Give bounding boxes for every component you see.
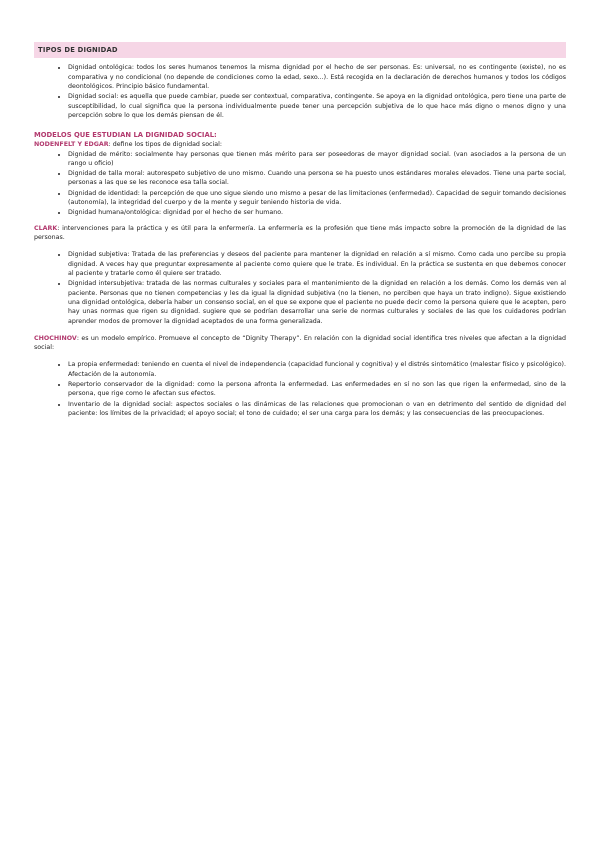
item-term: Dignidad de identidad: [68, 189, 138, 197]
item-term: Dignidad de talla moral: [68, 170, 143, 178]
item-text: : socialmente hay personas que tienen más mérito para ser poseedoras de mayor dignidad social. (van asociados a la persona de un rango u oficio): [68, 150, 566, 167]
chochinov-intro: : es un modelo empírico. Promueve el concepto de “Dignity Therapy”. En relación con la dignidad social identifica tres niveles que afectan a la dignidad social:: [34, 334, 566, 352]
clark-intro: : intervenciones para la práctica y es útil para la enfermería. La enfermería es la profesión que tiene más impacto sobre la promoción de la dignidad de las personas.: [34, 224, 566, 242]
item-text: : es aquella que puede cambiar, puede ser contextual, comparativa, contingente. Se apoya en la dignidad ontológica, pero tiene una parte de susceptibilidad, lo cual significa que la persona individualmente puede tener una percepción subjetiva de lo que hace más digno o menos digno y una percepción sobre lo que los demás piensan de él.: [68, 93, 566, 119]
item-text: : aspectos sociales o las dinámicas de las relaciones que promocionan o van en detrimento del sentido de dignidad del paciente: los límites de la privacidad; el apoyo social; el tono de cuidado; el ser una carga para los demás; y las consecuencias de las preocupaciones.: [68, 400, 567, 418]
list-item: [68, 279, 566, 326]
item-text: : dignidad por el hecho de ser humano.: [158, 209, 284, 217]
item-term: Dignidad social: [68, 93, 117, 101]
item-text: : teniendo en cuenta el nivel de independencia (capacidad funcional y cognitiva) y el distrés sintomático (malestar físico y psicológico). Afectación de la autonomía.: [68, 361, 567, 378]
list-item: [68, 400, 566, 419]
list-item: [68, 150, 566, 169]
nodenfelt-intro-text: : define los tipos de dignidad social:: [108, 141, 223, 149]
list-item: [68, 380, 566, 399]
chochinov-label: CHOCHINOV: [34, 334, 77, 342]
item-term: Dignidad subjetiva: [68, 251, 128, 259]
item-term: Dignidad intersubjetiva: [68, 280, 142, 288]
item-term: La propia enfermedad: [68, 361, 138, 369]
list-item: [68, 360, 566, 379]
item-term: Dignidad humana/ontológica: [68, 209, 159, 217]
list-item: [68, 169, 566, 188]
nodenfelt-intro: [34, 140, 566, 149]
item-term: Dignidad de mérito: [68, 150, 131, 158]
item-term: Dignidad ontológica: [68, 64, 132, 72]
item-term: Repertorio conservador de la dignidad: [68, 381, 193, 389]
list-item: [68, 92, 566, 120]
item-text: : todos los seres humanos tenemos la misma dignidad por el hecho de ser personas. Es: universal, no es contingente (existe), no es comparativa y no condicional (no depende de condiciones como la edad, sexo...). Está recogida en la declaración de derechos humanos y todos los códigos deontológicos. Principio básico fundamental.: [68, 64, 567, 90]
list-item: [68, 189, 566, 208]
item-text: : como la persona afronta la enfermedad. Las enfermedades en sí no son las que rigen la enfermedad, sino de la persona, que rige como le afectan sus efectos.: [68, 381, 566, 398]
list-item: [68, 63, 566, 91]
clark-paragraph: [34, 224, 566, 243]
clark-list: [34, 250, 566, 326]
list-item: [68, 208, 566, 217]
item-text: : tratada de las normas culturales y sociales para el mantenimiento de la dignidad en relación a los demás. Como los demás ven al paciente. Personas que no tienen competencias y les da igual la dignidad subjetiva (no la tienen, no perciben que haya un trato indigno). Sigue existiendo una dignidad ontológica, debería haber un consenso social, en el que se expone que el paciente no puede decir como la persona quiere que le acepten, pero hay unas normas que rigen su dignidad. sugiere que se podrían desarrollar una serie de normas culturales y sociales de las que los cuidadores podrían aprender modos de promover la dignidad aceptados de una forma generalizada.: [68, 280, 567, 325]
nodenfelt-list: [34, 150, 566, 218]
list-item: [68, 250, 566, 278]
item-term: Inventario de la dignidad social: [68, 400, 171, 408]
section-title-modelos: MODELOS QUE ESTUDIAN LA DIGNIDAD SOCIAL:: [34, 131, 217, 140]
item-text: : la percepción de que uno sigue siendo uno mismo a pesar de las limitaciones (enfermedad). Capacidad de seguir tomando decisiones (autonomía), la integridad del cuerpo y de la mente y seguir teniendo historia de vida.: [68, 189, 566, 207]
chochinov-paragraph: [34, 334, 566, 353]
section-title-tipos: TIPOS DE DIGNIDAD: [38, 46, 118, 54]
item-text: : Tratada de las preferencias y deseos del paciente para mantener la dignidad en relación a sí mismo. Como cada uno percibe su propia dignidad. A veces hay que preguntar expresamente al paciente como quiere que le trate. Es individual. En la práctica se sustenta en que debemos conocer al paciente y tratarle como él quiere ser tratado.: [68, 251, 566, 277]
tipos-list: [34, 63, 566, 120]
chochinov-list: [34, 360, 566, 418]
section-heading-tipos: [34, 42, 566, 58]
item-text: : autorespeto subjetivo de uno mismo. Cuando una persona se ha puesto unos estándares morales elevados. Tiene una parte social, personas a las que se les reconoce esa talla social.: [68, 170, 566, 187]
nodenfelt-label: NODENFELT Y EDGAR: [34, 141, 109, 149]
clark-label: CLARK: [34, 224, 58, 232]
